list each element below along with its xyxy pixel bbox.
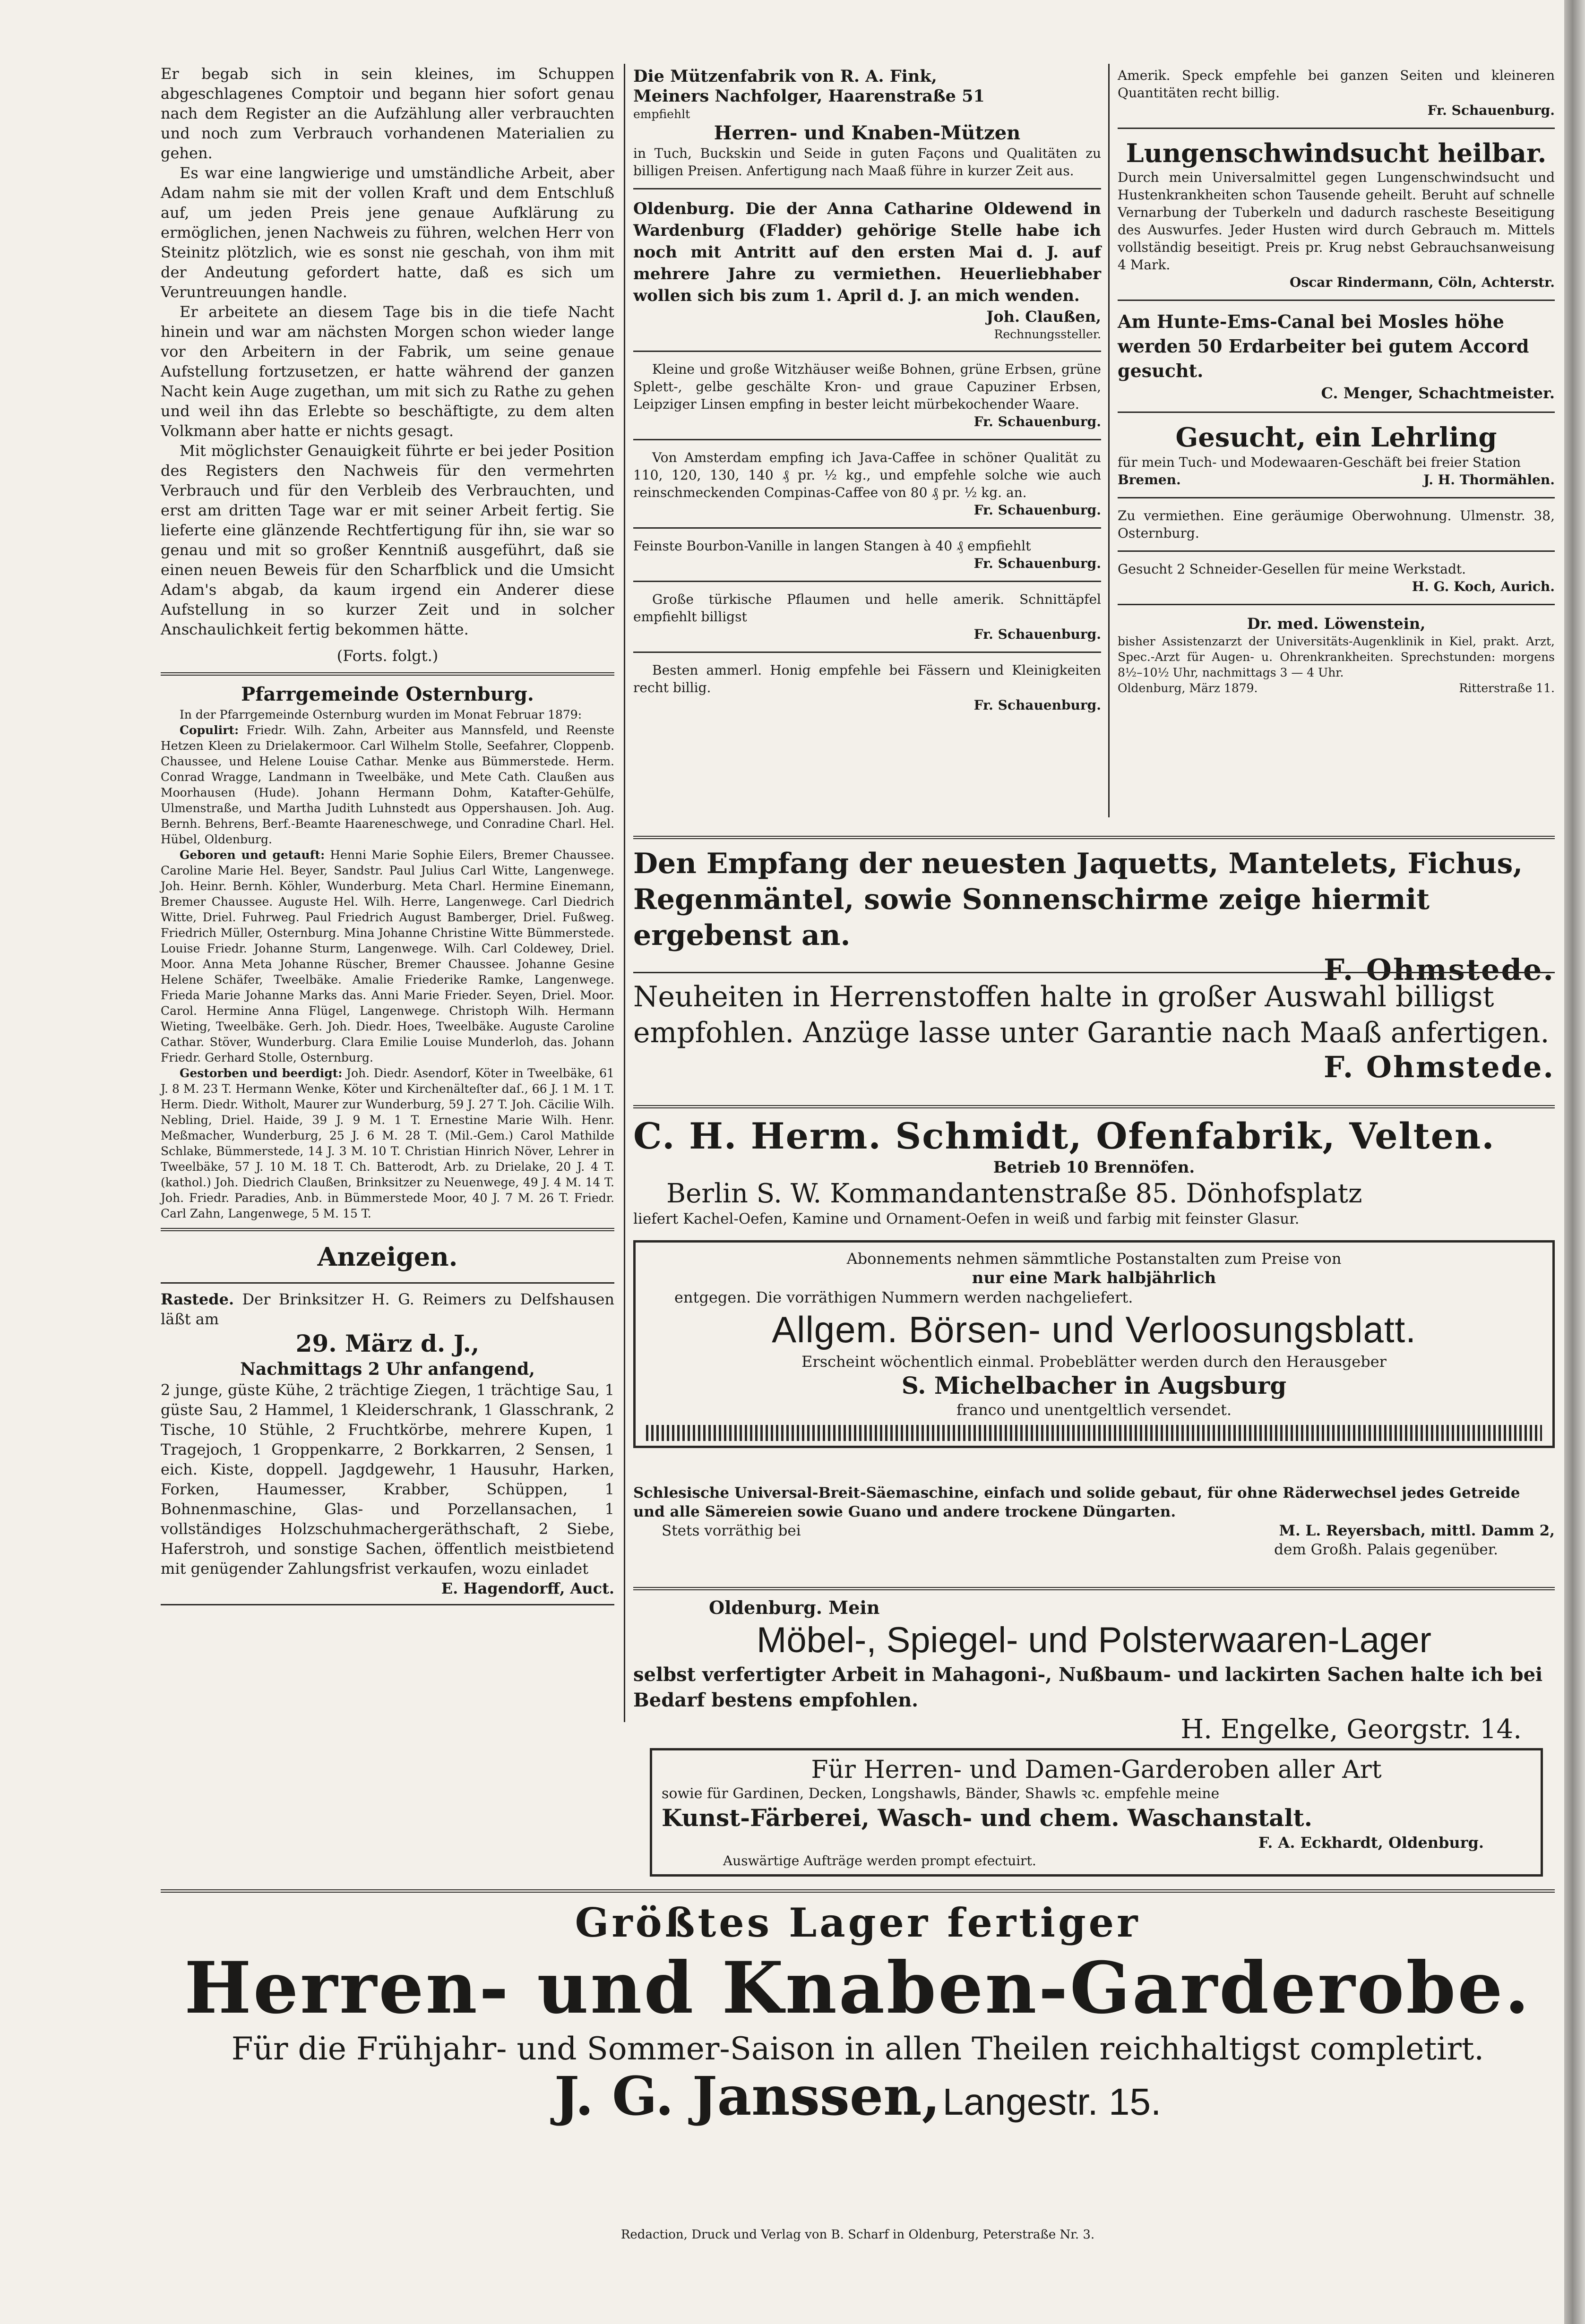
java-ad (633, 446, 1101, 522)
parish-copulated (161, 722, 614, 847)
parish-copulated-label: Copulirt: (180, 723, 239, 737)
imprint-footer: Redaction, Druck und Verlag von B. Scharf in Oldenburg, Peterstraße Nr. 3. (620, 2228, 1095, 2242)
boerse-publisher: S. Michelbacher in Augsburg (901, 1372, 1287, 1399)
eckhardt-sign: F. A. Eckhardt, Oldenburg. (1258, 1834, 1484, 1852)
parish-born (161, 847, 614, 1065)
column-rule (1108, 64, 1110, 817)
schmidt-title: C. H. Herm. Schmidt, Ofenfabrik, Velten. (633, 1115, 1495, 1157)
divider (633, 581, 1101, 582)
fink-head: Die Mützenfabrik von R. A. Fink, (633, 67, 937, 86)
column-rule (624, 64, 625, 1722)
eckhardt-bold: Kunst-Färberei, Wasch- und chem. Waschanstalt. (662, 1804, 1313, 1832)
divider (1118, 550, 1555, 552)
boerse-ad (633, 1240, 1555, 1448)
divider (633, 1105, 1555, 1108)
janssen-ad (161, 1883, 1555, 2141)
boerse-line4: Erscheint wöchentlich einmal. Probeblätter werden durch den Herausgeber (801, 1353, 1387, 1371)
parish-died-text: Joh. Diedr. Asendorf, Köter in Tweelbäke, 61 J. 8 M. 23 T. Hermann Wenke, Köter und Kirchenälteſter daſ., 66 J. 1 M. 1 T. Herm. Diedr. Witholt, Maurer zur Wunderburg, 59 J. 27 T. Joh. Cäcilie Wilh. Nebling, Driel. Haide, 39 J. 9 M. 1 T. Ernestine Marie Wilh. Henr. Meßmacher, Wunderburg, 25 J. 6 M. 28 T. (Mil.-Gem.) Carol Mathilde Schlake, Bümmerstede, 14 J. 3 M. 10 T. Christian Hinrich Növer, Lehrer in Tweelbäke, 57 J. 10 M. 18 T. Ch. Batterodt, Arb. zu Drielake, 20 J. 4 T. (kathol.) Joh. Diedrich Claußen, Brinksitzer zu Neuenwege, 49 J. 4 M. 14 T. Joh. Friedr. Paradies, Anb. in Bümmerstede Moor, 40 J. 7 M. 26 T. Friedr. Carl Zahn, Langenwege, 5 M. 15 T. (161, 1066, 614, 1220)
schauenburg-sign: Fr. Schauenburg. (973, 414, 1101, 429)
ohmstede-sign: F. Ohmstede. (1323, 952, 1555, 987)
eckhardt-title: Für Herren- und Damen-Garderoben aller Art (811, 1756, 1382, 1784)
divider (633, 1587, 1555, 1590)
doctor-footer (1118, 680, 1555, 696)
parish-title: Pfarrgemeinde Osternburg. (241, 683, 534, 705)
engelke-title: Möbel-, Spiegel- und Polsterwaaren-Lager (757, 1620, 1431, 1660)
canal-sign: C. Menger, Schachtmeister. (1321, 384, 1555, 402)
janssen-line2: Herren- und Knaben-Garderobe. (184, 1947, 1531, 2030)
doctor-place: Oldenburg, März 1879. (1118, 681, 1258, 695)
schauenburg-sign: Fr. Schauenburg. (973, 697, 1101, 713)
honig-text: Besten ammerl. Honig empfehle bei Fässern und Kleinigkeiten recht billig. (633, 662, 1101, 695)
divider (161, 1604, 614, 1605)
schauenburg-sign: Fr. Schauenburg. (973, 502, 1101, 518)
clausen-ad (633, 195, 1101, 345)
divider (633, 439, 1101, 440)
janssen-name: J. G. Janssen, (554, 2066, 940, 2127)
doctor-body: bisher Assistenzarzt der Universitäts-Augenklinik in Kiel, prakt. Arzt, Spec.-Arzt für Augen- u. Ohrenkrankheiten. Sprechstunden: morgens 8½–10½ Uhr, nachmittags 3 — 4 Uhr. (1118, 635, 1555, 679)
parish-born-text: Henni Marie Sophie Eilers, Bremer Chaussee. Caroline Marie Hel. Beyer, Sandstr. Paul Julius Carl Witte, Langenwege. Joh. Heinr. Bernh. Köhler, Wunderburg. Meta Charl. Hermine Einemann, Bremer Chaussee. Auguste Hel. Wilh. Herre, Langenwege. Carl Diedrich Witte, Driel. Fuhrweg. Paul Friedrich August Bamberger, Driel. Fußweg. Friedrich Müller, Osternburg. Mina Johanne Christine Witte Bümmerstede. Louise Friedr. Johanne Sturm, Langenwege. Wilh. Carl Coldewey, Driel. Moor. Anna Meta Johanne Rüscher, Bremer Chaussee. Johanne Gesine Helene Schäfer, Tweelbäke. Amalie Friederike Ramke, Langenwege. Frieda Marie Johanne Marks das. Anni Marie Frieder. Seyen, Driel. Moor. Carol. Hermine Anna Flügel, Langenwege. Christoph Wilh. Hermann Wieting, Tweelbäke. Gerh. Joh. Diedr. Hoes, Tweelbäke. Auguste Caroline Cathar. Stöver, Wunderburg. Clara Emilie Louise Munderloh, das. Johann Friedr. Gerhard Stolle, Osternburg. (161, 848, 615, 1064)
clausen-text: Oldenburg. Die der Anna Catharine Oldewend in Wardenburg (Fladder) gehörige Stelle habe ich noch mit Antritt auf den ersten Mai d. J. auf mehrere Jahre zu vermiethen. Heuerliebhaber wollen sich bis zum 1. April d. J. an mich wenden. (633, 199, 1101, 305)
engelke-lead: Oldenburg. Mein (709, 1597, 880, 1618)
rastede-lead: Rastede. (161, 1290, 234, 1308)
story-paragraph: Mit möglichster Genauigkeit führte er bei jeder Position des Registers den Nachweis für den vermehrten Verbrauch und für den Verbleib des Verbrauchten, und erst am dritten Tage war er mit seiner Arbeit fertig. Sie lieferte eine glänzende Rechtfertigung für ihn, sie war so genau und mit so großer Kenntniß ausgeführt, daß sie einen neuen Beweis für den Scharfblick und die Umsicht Adam's abgab, da kaum irgend ein Anderer diese Aufstellung in so kurzer Zeit und in solcher Anschaulichkeit fertig bekommen hätte. (161, 442, 614, 638)
divider (633, 188, 1101, 189)
rastede-intro (161, 1289, 614, 1329)
lehrling-sign: J. H. Thormählen. (1423, 472, 1555, 488)
divider (161, 1889, 1555, 1893)
canal-ad (1118, 307, 1555, 406)
parish-copulated-text: Friedr. Wilh. Zahn, Arbeiter aus Mannsfeld, und Reenste Hetzen Kleen zu Drielakermoor. Carl Wilhelm Stolle, Seefahrer, Cloppenb. Chaussee, und Helene Louise Cathar. Menke aus Bümmerstede. Herm. Conrad Wragge, Landmann in Tweelbäke, und Mete Cath. Claußen aus Moorhausen (Hude). Johann Hermann Dohm, Katafter-Gehülfe, Ulmenstraße, und Martha Judith Luhnstedt aus Oppershausen. Joh. Aug. Bernh. Behrens, Berf.-Beamte Haareneschwege, und Conradine Charl. Hel. Hübel, Oldenburg. (161, 723, 615, 846)
fink-ad (633, 64, 1101, 182)
boerse-line5: franco und unentgeltlich versendet. (956, 1401, 1232, 1419)
boerse-line2: nur eine Mark halbjährlich (972, 1269, 1216, 1287)
story-continued: (Forts. folgt.) (336, 647, 439, 665)
eckhardt-ad (650, 1748, 1543, 1877)
schmidt-ad (633, 1098, 1555, 1228)
schauenburg-sign: Fr. Schauenburg. (1427, 103, 1555, 118)
doctor-name: Dr. med. Löwenstein, (1247, 615, 1426, 633)
ohmstede2-text: Neuheiten in Herrenstoffen halte in großer Auswahl billigst empfohlen. Anzüge lasse unter Garantie nach Maaß anfertigen. (633, 980, 1550, 1049)
schneider-text: Gesucht 2 Schneider-Gesellen für meine Werkstadt. (1118, 561, 1466, 577)
right-column (1118, 64, 1555, 699)
fink-sub: Meiners Nachfolger, Haarenstraße 51 (633, 86, 985, 106)
left-column (161, 64, 614, 1611)
parish-born-label: Geboren und getauft: (180, 848, 325, 862)
page-edge (1564, 0, 1585, 2324)
boerse-title: Allgem. Börsen- und Verloosungsblatt. (772, 1309, 1416, 1350)
ohmstede-sign: F. Ohmstede. (1323, 1050, 1555, 1084)
schmidt-sub: Betrieb 10 Brennöfen. (993, 1158, 1195, 1177)
speck-ad (1118, 64, 1555, 122)
schauenburg-sign: Fr. Schauenburg. (973, 556, 1101, 571)
divider (633, 836, 1555, 839)
schneider-sign: H. G. Koch, Aurich. (1412, 579, 1555, 594)
divider (1118, 412, 1555, 413)
rastede-body: 2 junge, güste Kühe, 2 trächtige Ziegen, 1 trächtige Sau, 1 güste Sau, 2 Hammel, 1 Kleiderschrank, 1 Glasschrank, 2 Tische, 10 Stühle, 2 Fruchtkörbe, mehrere Kupen, 1 Tragejoch, 1 Groppenkarre, 2 Borkkarren, 2 Sensen, 1 eich. Kiste, doppell. Jagdgewehr, 1 Hausuhr, Harken, Forken, Haumesser, Krabber, Schüppen, 1 Bohnenmaschine, Glas- und Porzellansachen, 1 vollständiges Holzschuhmachergeräthschaft, 2 Siebe, Haferstroh, und sonstige Sachen, öffentlich meistbietend mit genügender Zahlungsfrist verkaufen, wozu einladet (161, 1381, 614, 1578)
saemaschine-footer (633, 1521, 1555, 1540)
fink-title: Herren- und Knaben-Mützen (714, 122, 1021, 144)
canal-title: Am Hunte-Ems-Canal bei Mosles höhe werden 50 Erdarbeiter bei gutem Accord gesucht. (1118, 311, 1529, 381)
lehrling-ad (1118, 419, 1555, 491)
janssen-line1: Größtes Lager fertiger (575, 1899, 1141, 1946)
engelke-body: selbst verfertigter Arbeit in Mahagoni-, Nußbaum- und lackirten Sachen halte ich bei Bedarf bestens empfohlen. (633, 1664, 1543, 1711)
wohnung-text: Zu vermiethen. Eine geräumige Oberwohnung. Ulmenstr. 38, Osternburg. (1118, 508, 1555, 541)
lungen-body: Durch mein Universalmittel gegen Lungenschwindsucht und Hustenkrankheiten schon Tausende geheilt. Beruht auf schnelle Vernarbung der Tuberkeln und dadurch rascheste Beseitigung des Auswurfes. Jeder Husten wird durch Gebrauch m. Mittels vollständig beseitigt. Preis pr. Krug nebst Gebrauchsanweisung 4 Mark. (1118, 170, 1555, 273)
engelke-sign: H. Engelke, Georgstr. 14. (1180, 1714, 1522, 1745)
parish-died (161, 1065, 614, 1221)
clausen-sign: Joh. Claußen, (986, 308, 1101, 326)
divider (633, 351, 1101, 352)
speck-text: Amerik. Speck empfehle bei ganzen Seiten und kleineren Quantitäten recht billig. (1118, 68, 1555, 101)
lehrling-footer (1118, 471, 1555, 489)
saemaschine-addr: dem Großh. Palais gegenüber. (1274, 1541, 1498, 1558)
lehrling-title: Gesucht, ein Lehrling (1175, 422, 1497, 453)
schneider-ad (1118, 557, 1555, 598)
rastede-date: 29. März d. J., (295, 1329, 480, 1357)
doctor-addr: Ritterstraße 11. (1459, 681, 1555, 695)
lehrling-place: Bremen. (1118, 472, 1181, 488)
rastede-sign: E. Hagendorff, Auct. (441, 1579, 614, 1597)
divider (1118, 497, 1555, 498)
schmidt-addr: Berlin S. W. Kommandantenstraße 85. Dönhofsplatz (666, 1178, 1362, 1209)
boerse-line1: Abonnements nehmen sämmtliche Postanstalten zum Preise von (846, 1250, 1342, 1268)
rastede-text: Der Brinksitzer H. G. Reimers zu Delfshausen läßt am (161, 1290, 615, 1328)
saemaschine-ad (633, 1484, 1555, 1559)
vanille-text: Feinste Bourbon-Vanille in langen Stangen à 40 ₰ empfiehlt (633, 538, 1031, 554)
pflaumen-ad (633, 588, 1101, 646)
janssen-addr: Langestr. 15. (942, 2081, 1162, 2123)
honig-ad (633, 659, 1101, 717)
eckhardt-box (650, 1748, 1543, 1877)
bohnen-ad (633, 358, 1101, 433)
lehrling-body: für mein Tuch- und Modewaaren-Geschäft bei freier Station (1118, 455, 1521, 470)
divider (161, 1228, 614, 1231)
lungen-ad (1118, 135, 1555, 294)
divider (161, 672, 614, 676)
story-paragraph: Er arbeitete an diesem Tage bis in die tiefe Nacht hinein und war am nächsten Morgen schon wieder lange vor den Arbeitern in der Fabrik, um seine genaue Aufstellung fortzusetzen, er hatte während der ganzen Nacht kein Auge zugethan, um mit sich zu Rathe zu gehen und weil ihn das Erlebte so beschäftigte, zu dem alten Volkmann aber hatte er nichts gesagt. (161, 303, 614, 440)
story-paragraph: Es war eine langwierige und umständliche Arbeit, aber Adam nahm sie mit der vollen Kraft und dem Entschluß auf, um jeden Preis jene genaue Aufklärung zu ermöglichen, jenen Nachweis zu führen, welchen Herr von Steinitz plötzlich, wie es sonst nie geschah, von ihm mit der Andeutung gefordert hatte, daß es sich um Veruntreuungen handle. (161, 164, 614, 301)
wohnung-ad (1118, 504, 1555, 545)
middle-column (633, 64, 1101, 717)
pflaumen-text: Große türkische Pflaumen und helle amerik. Schnittäpfel empfiehlt billigst (633, 592, 1101, 625)
saemaschine-stock: Stets vorräthig bei (662, 1522, 801, 1539)
decorative-border (646, 1425, 1542, 1441)
parish-intro: In der Pfarrgemeinde Osternburg wurden im Monat Februar 1879: (180, 708, 582, 721)
eckhardt-note: Auswärtige Aufträge werden prompt efectuirt. (723, 1853, 1036, 1869)
fink-empf: empfiehlt (633, 107, 690, 121)
divider (161, 1282, 614, 1284)
clausen-title: Rechnungssteller. (994, 327, 1101, 341)
divider (633, 972, 1555, 973)
parish-died-label: Gestorben und beerdigt: (180, 1066, 343, 1080)
story-paragraph: Er begab sich in sein kleines, im Schuppen abgeschlagenes Comptoir und begann hier sofort genau nach dem Register an die Aufzählung aller verbrauchten und noch zum Verbrauch vorhandenen Materialien zu gehen. (161, 65, 614, 162)
ohmstede-ad-1 (633, 829, 1555, 986)
saemaschine-text: Schlesische Universal-Breit-Säemaschine, einfach und solide gebaut, für ohne Räderwechsel jedes Getreide und alle Sämereien sowie Guano und andere trockene Düngarten. (633, 1484, 1520, 1520)
lungen-sign: Oscar Rindermann, Cöln, Achterstr. (1290, 274, 1555, 290)
saemaschine-sign: M. L. Reyersbach, mittl. Damm 2, (1279, 1522, 1555, 1539)
fink-body: in Tuch, Buckskin und Seide in guten Façons und Qualitäten zu billigen Preisen. Anfertigung nach Maaß führe in kurzer Zeit aus. (633, 146, 1101, 179)
divider (633, 652, 1101, 653)
java-text: Von Amsterdam empfing ich Java-Caffee in schöner Qualität zu 110, 120, 130, 140 ₰ pr. ½ kg., und empfehle solche wie auch reinschmeckenden Compinas-Caffee von 80 ₰ pr. ½ kg. an. (633, 450, 1101, 500)
vanille-ad (633, 534, 1101, 575)
anzeigen-title: Anzeigen. (317, 1242, 458, 1272)
janssen-line3: Für die Frühjahr- und Sommer-Saison in allen Theilen reichhaltigst completirt. (231, 2031, 1484, 2067)
boerse-line3: entgegen. Die vorräthigen Nummern werden nachgeliefert. (674, 1288, 1133, 1306)
engelke-ad (633, 1580, 1555, 1746)
ohmstede1-text: Den Empfang der neuesten Jaquetts, Mantelets, Fichus, Regenmäntel, sowie Sonnenschirme zeige hiermit ergebenst an. (633, 847, 1523, 952)
schmidt-body: liefert Kachel-Oefen, Kamine und Ornament-Oefen in weiß und farbig mit feinster Glasur. (633, 1210, 1300, 1227)
schauenburg-sign: Fr. Schauenburg. (973, 626, 1101, 642)
rastede-time: Nachmittags 2 Uhr anfangend, (240, 1359, 535, 1379)
ohmstede-ad-2 (633, 966, 1555, 1084)
bohnen-text: Kleine und große Witzhäuser weiße Bohnen, grüne Erbsen, grüne Splett-, gelbe geschälte Kron- und graue Capuziner Erbsen, Leipziger Linsen empfing in bester leicht mürbekochender Waare. (633, 361, 1101, 412)
doctor-ad (1118, 611, 1555, 699)
divider (1118, 604, 1555, 605)
divider (1118, 128, 1555, 129)
janssen-sign (161, 2068, 1555, 2141)
lungen-title: Lungenschwindsucht heilbar. (1126, 138, 1547, 168)
divider (633, 527, 1101, 529)
eckhardt-line: sowie für Gardinen, Decken, Longshawls, Bänder, Shawls ꝛc. empfehle meine (662, 1785, 1220, 1802)
boerse-box (633, 1240, 1555, 1448)
divider (1118, 300, 1555, 301)
